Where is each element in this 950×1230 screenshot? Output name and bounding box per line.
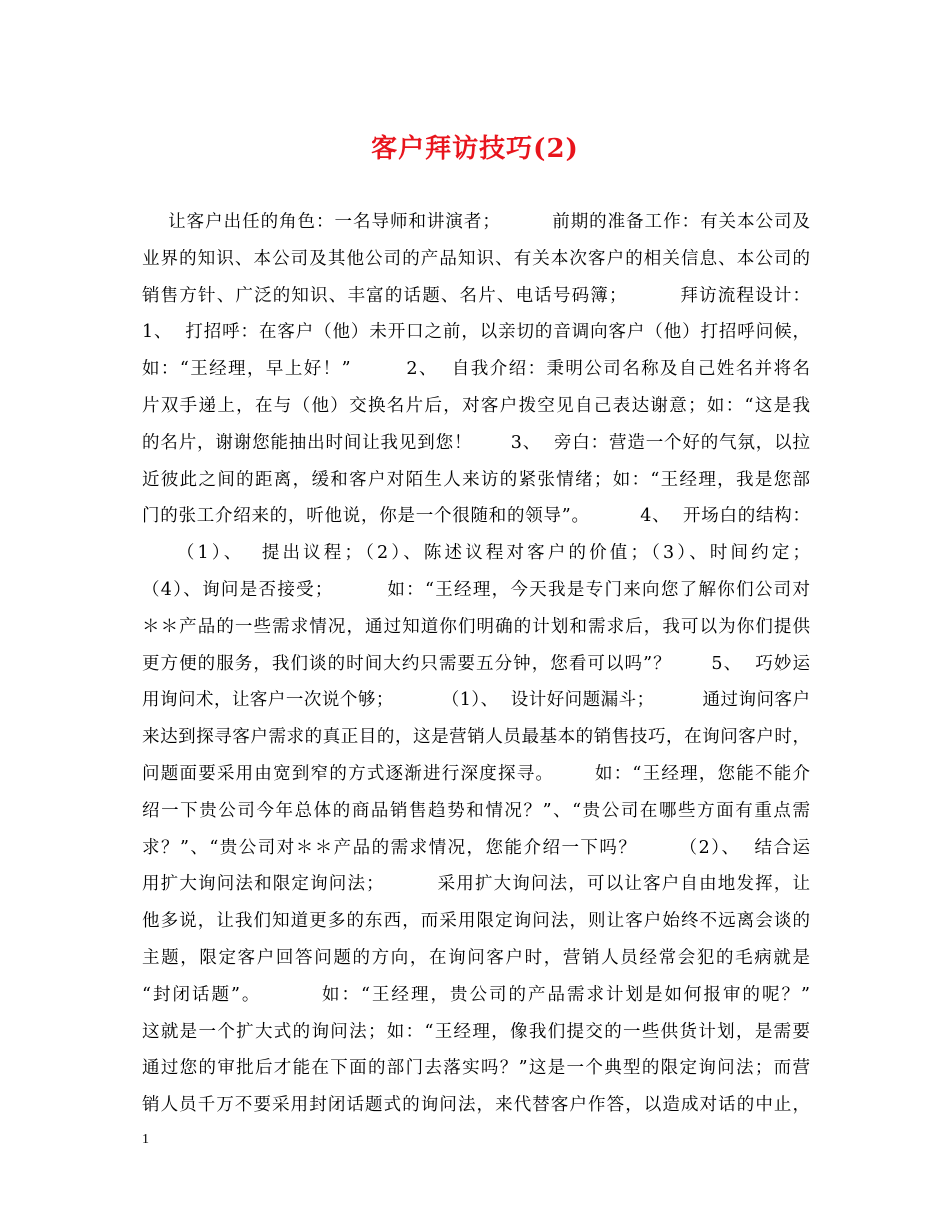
text-line: 1、 打招呼：在客户（他）未开口之前，以亲切的音调向客户（他）打招呼问候， [142, 322, 810, 343]
text-line: 求？”、“贵公司对＊＊产品的需求情况，您能介绍一下吗？ （2）、 结合运 [142, 837, 810, 858]
text-line: 销售方针、广泛的知识、丰富的话题、名片、电话号码簿； 拜访流程设计： [142, 285, 810, 306]
text-line: 如：“王经理，早上好！” 2、 自我介绍：秉明公司名称及自己姓名并将名 [142, 359, 810, 380]
text-line: 问题面要采用由宽到窄的方式逐渐进行深度探寻。 如：“王经理，您能不能介 [142, 763, 810, 784]
text-line: 更方便的服务，我们谈的时间大约只需要五分钟，您看可以吗”？ 5、 巧妙运 [142, 653, 810, 674]
text-line: （1）、 提出议程；（2）、陈述议程对客户的价值；（3）、时间约定； [142, 543, 810, 564]
text-line: 这就是一个扩大式的询问法；如：“王经理，像我们提交的一些供货计划，是需要 [142, 1021, 810, 1042]
text-line: 用询问术，让客户一次说个够； （1）、 设计好问题漏斗； 通过询问客户 [142, 690, 810, 711]
page-number: 1 [142, 1132, 149, 1147]
text-line: （4）、询问是否接受； 如：“王经理，今天我是专门来向您了解你们公司对 [142, 579, 810, 600]
text-line: 用扩大询问法和限定询问法； 采用扩大询问法，可以让客户自由地发挥，让 [142, 874, 810, 895]
text-line: 通过您的审批后才能在下面的部门去落实吗？”这是一个典型的限定询问法；而营 [142, 1058, 810, 1079]
text-line: 的名片，谢谢您能抽出时间让我见到您！ 3、 旁白：营造一个好的气氛，以拉 [142, 432, 810, 453]
text-line: 近彼此之间的距离，缓和客户对陌生人来访的紧张情绪；如：“王经理，我是您部 [142, 469, 810, 490]
text-line: 来达到探寻客户需求的真正目的，这是营销人员最基本的销售技巧，在询问客户时， [142, 727, 810, 748]
text-line: 绍一下贵公司今年总体的商品销售趋势和情况？”、“贵公司在哪些方面有重点需 [142, 800, 810, 821]
body-text [142, 204, 810, 1124]
text-line: 他多说，让我们知道更多的东西，而采用限定询问法，则让客户始终不远离会谈的 [142, 911, 810, 932]
text-line: 主题，限定客户回答问题的方向，在询问客户时，营销人员经常会犯的毛病就是 [142, 947, 810, 968]
text-line: 片双手递上，在与（他）交换名片后，对客户拨空见自己表达谢意；如：“这是我 [142, 395, 810, 416]
text-line: ＊＊产品的一些需求情况，通过知道你们明确的计划和需求后，我可以为你们提供 [142, 616, 810, 637]
text-line: 让客户出任的角色：一名导师和讲演者； 前期的准备工作：有关本公司及 [142, 212, 810, 232]
text-line: 业界的知识、本公司及其他公司的产品知识、有关本次客户的相关信息、本公司的 [142, 248, 810, 269]
text-line: 门的张工介绍来的，听他说，你是一个很随和的领导”。 4、 开场白的结构： [142, 506, 810, 527]
text-line: 销人员千万不要采用封闭话题式的询问法，来代替客户作答，以造成对话的中止， [142, 1095, 810, 1116]
document-title: 客户拜访技巧(2) [371, 134, 579, 164]
text-line: “封闭话题”。 如：“王经理，贵公司的产品需求计划是如何报审的呢？” [142, 984, 810, 1005]
